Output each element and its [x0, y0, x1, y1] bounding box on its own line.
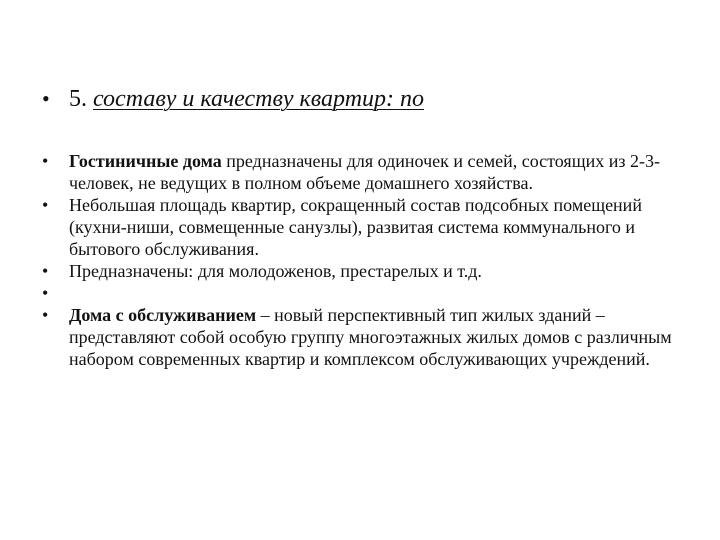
list-item-body: предназначены для одиночек и семей, состоящих из 2-3-человек, не ведущих в полном объеме домашнего хозяйства. — [69, 151, 660, 193]
title-text — [69, 83, 424, 115]
list-item-bold: Дома с обслуживанием — [69, 305, 257, 325]
slide-title — [42, 83, 682, 115]
list-item — [42, 194, 682, 260]
list-item-text — [69, 260, 682, 282]
list-item-body: Предназначены: для молодоженов, престарелых и т.д. — [69, 261, 482, 281]
list-item — [42, 260, 682, 282]
title-number: 5. — [69, 86, 87, 112]
list-item — [42, 150, 682, 194]
bullet-icon: • — [42, 151, 49, 171]
title-emphasis: составу и качеству квартир: по — [93, 86, 425, 112]
bullet-icon: • — [42, 86, 50, 111]
bullet-icon: • — [42, 305, 49, 325]
bullet-list — [42, 150, 682, 370]
list-item-empty — [42, 282, 682, 304]
bullet-icon: • — [42, 283, 49, 303]
list-item-body: – новый перспективный тип жилых зданий –представляют собой особую группу многоэтажных жилых домов с различным набором современных квартир и комплексом обслуживающих учреждений. — [69, 305, 672, 369]
list-item — [42, 304, 682, 370]
bullet-icon: • — [42, 195, 49, 215]
bullet-icon: • — [42, 261, 49, 281]
list-item-text — [69, 194, 682, 260]
list-item-text — [69, 304, 682, 370]
list-item-body: Небольшая площадь квартир, сокращенный состав подсобных помещений (кухни-ниши, совмещенные санузлы), развитая система коммунального и бытового обслуживания. — [69, 195, 642, 259]
list-item-bold: Гостиничные дома — [69, 151, 222, 171]
list-item-text — [69, 150, 682, 194]
